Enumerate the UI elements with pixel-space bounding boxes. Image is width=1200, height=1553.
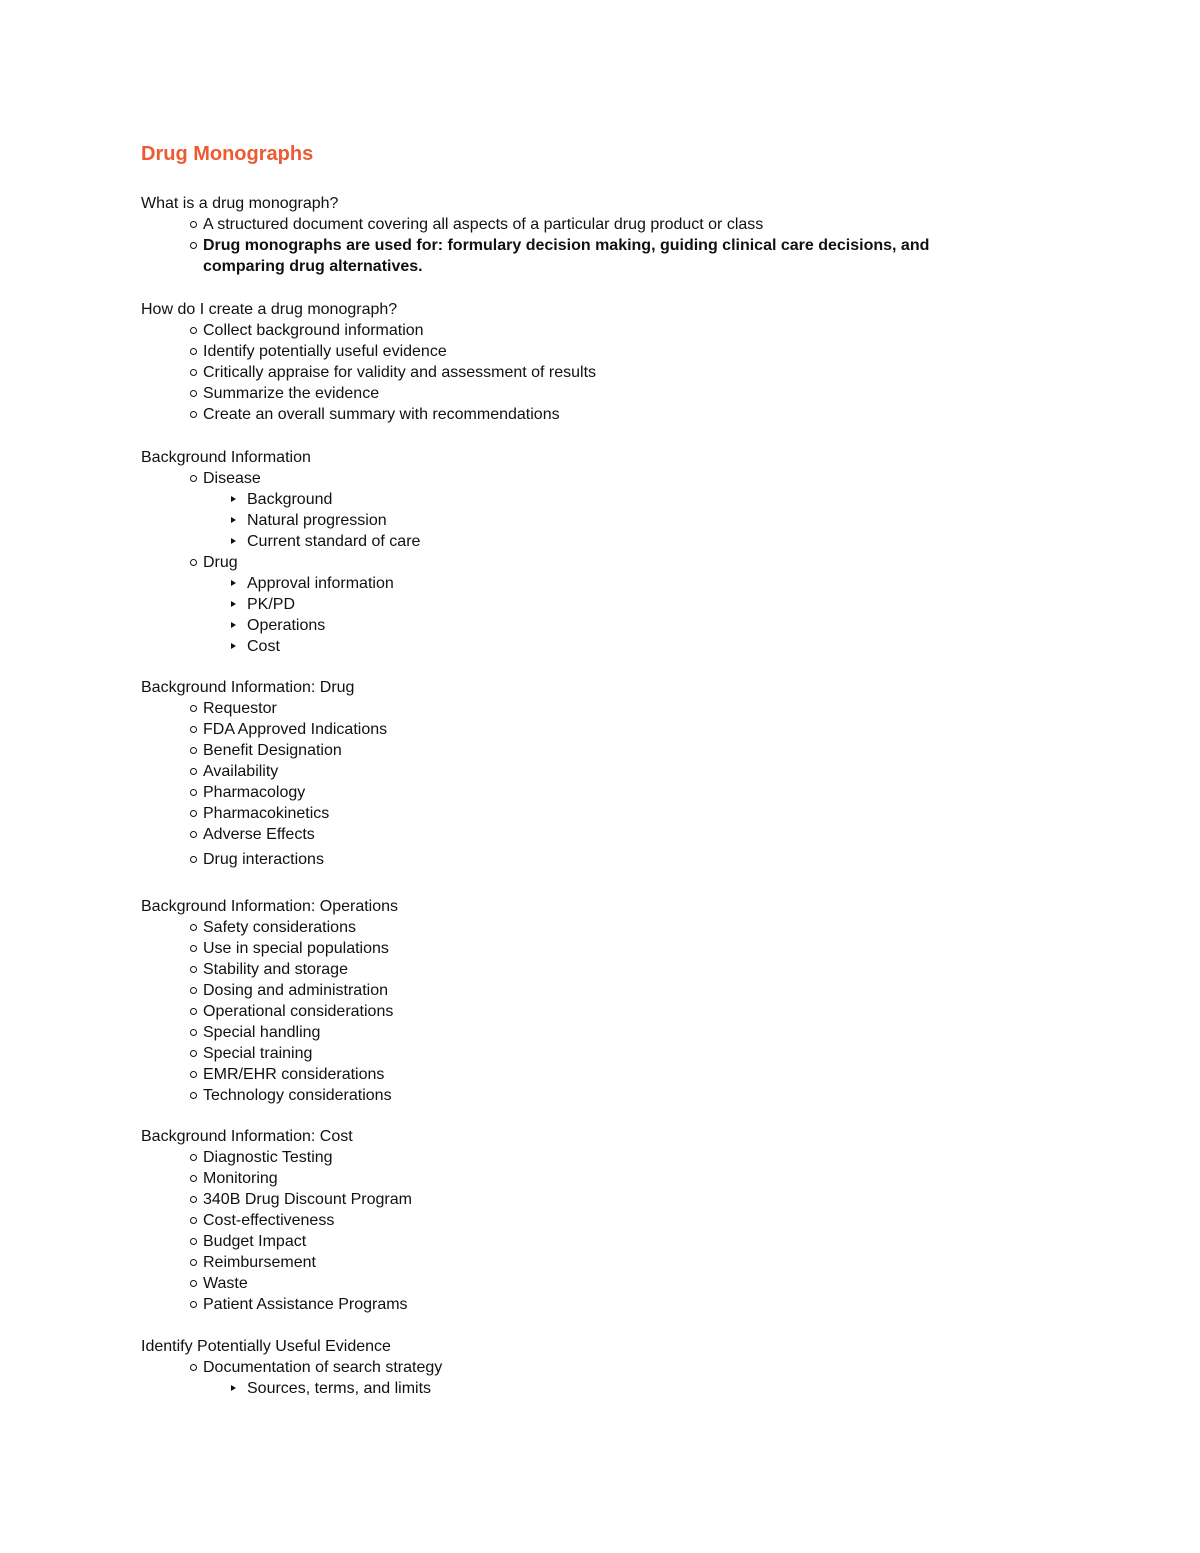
- section-background-drug: [141, 677, 1041, 870]
- list-item: Summarize the evidence: [141, 383, 1041, 404]
- section-identify-evidence: [141, 1336, 1041, 1399]
- triangle-bullet-icon: [231, 643, 236, 649]
- hollow-bullet-icon: [190, 856, 197, 863]
- list-item: Availability: [141, 761, 1041, 782]
- triangle-bullet-icon: [231, 517, 236, 523]
- hollow-bullet-icon: [190, 1196, 197, 1203]
- hollow-bullet-icon: [190, 1280, 197, 1287]
- sub-list-item: Background: [141, 489, 1041, 510]
- hollow-bullet-icon: [190, 390, 197, 397]
- hollow-bullet-icon: [190, 1301, 197, 1308]
- list-item: Drug interactions: [141, 849, 1041, 870]
- list-item: Diagnostic Testing: [141, 1147, 1041, 1168]
- section-what-is: [141, 193, 1041, 277]
- hollow-bullet-icon: [190, 221, 197, 228]
- hollow-bullet-icon: [190, 810, 197, 817]
- hollow-bullet-icon: [190, 747, 197, 754]
- sub-list-item: Natural progression: [141, 510, 1041, 531]
- section-background-operations: [141, 896, 1041, 1106]
- triangle-bullet-icon: [231, 496, 236, 502]
- hollow-bullet-icon: [190, 726, 197, 733]
- hollow-bullet-icon: [190, 1238, 197, 1245]
- hollow-bullet-icon: [190, 1154, 197, 1161]
- triangle-bullet-icon: [231, 538, 236, 544]
- list-item: Requestor: [141, 698, 1041, 719]
- hollow-bullet-icon: [190, 1071, 197, 1078]
- hollow-bullet-icon: [190, 945, 197, 952]
- hollow-bullet-icon: [190, 559, 197, 566]
- list-item: Adverse Effects: [141, 824, 1041, 845]
- list-item: Stability and storage: [141, 959, 1041, 980]
- list-item: Operational considerations: [141, 1001, 1041, 1022]
- hollow-bullet-icon: [190, 475, 197, 482]
- section-background-info: [141, 447, 1041, 657]
- list-item: A structured document covering all aspects of a particular drug product or class: [141, 214, 1041, 235]
- list-item: Pharmacokinetics: [141, 803, 1041, 824]
- list-item: Benefit Designation: [141, 740, 1041, 761]
- list-item: Reimbursement: [141, 1252, 1041, 1273]
- hollow-bullet-icon: [190, 1050, 197, 1057]
- triangle-bullet-icon: [231, 1385, 236, 1391]
- sub-list-item: Operations: [141, 615, 1041, 636]
- section-heading: Background Information: Cost: [141, 1128, 353, 1145]
- hollow-bullet-icon: [190, 411, 197, 418]
- document-title: Drug Monographs: [141, 143, 314, 165]
- list-item: Disease: [141, 468, 1041, 489]
- hollow-bullet-icon: [190, 924, 197, 931]
- sub-list-item: Cost: [141, 636, 1041, 657]
- list-item: Collect background information: [141, 320, 1041, 341]
- sub-list-item: PK/PD: [141, 594, 1041, 615]
- list-item: Special training: [141, 1043, 1041, 1064]
- hollow-bullet-icon: [190, 327, 197, 334]
- hollow-bullet-icon: [190, 789, 197, 796]
- sub-list-item: Sources, terms, and limits: [141, 1378, 1041, 1399]
- list-item: Create an overall summary with recommendations: [141, 404, 1041, 425]
- list-item: Cost-effectiveness: [141, 1210, 1041, 1231]
- section-heading: Background Information: [141, 449, 311, 466]
- section-how-create: [141, 299, 1041, 425]
- hollow-bullet-icon: [190, 1029, 197, 1036]
- list-item: Identify potentially useful evidence: [141, 341, 1041, 362]
- triangle-bullet-icon: [231, 622, 236, 628]
- list-item: Drug: [141, 552, 1041, 573]
- section-background-cost: [141, 1126, 1041, 1315]
- list-item: EMR/EHR considerations: [141, 1064, 1041, 1085]
- hollow-bullet-icon: [190, 242, 197, 249]
- list-item: Documentation of search strategy: [141, 1357, 1041, 1378]
- hollow-bullet-icon: [190, 705, 197, 712]
- hollow-bullet-icon: [190, 1092, 197, 1099]
- list-item: Special handling: [141, 1022, 1041, 1043]
- list-item: Use in special populations: [141, 938, 1041, 959]
- hollow-bullet-icon: [190, 987, 197, 994]
- hollow-bullet-icon: [190, 1217, 197, 1224]
- list-item: 340B Drug Discount Program: [141, 1189, 1041, 1210]
- section-heading: Background Information: Operations: [141, 898, 399, 915]
- list-item: Technology considerations: [141, 1085, 1041, 1106]
- sub-list-item: Approval information: [141, 573, 1041, 594]
- hollow-bullet-icon: [190, 1259, 197, 1266]
- section-heading: Background Information: Drug: [141, 679, 355, 696]
- hollow-bullet-icon: [190, 1175, 197, 1182]
- hollow-bullet-icon: [190, 768, 197, 775]
- triangle-bullet-icon: [231, 601, 236, 607]
- list-item: Dosing and administration: [141, 980, 1041, 1001]
- list-item: FDA Approved Indications: [141, 719, 1041, 740]
- hollow-bullet-icon: [190, 369, 197, 376]
- hollow-bullet-icon: [190, 1364, 197, 1371]
- list-item: Pharmacology: [141, 782, 1041, 803]
- section-heading: How do I create a drug monograph?: [141, 301, 398, 318]
- hollow-bullet-icon: [190, 1008, 197, 1015]
- section-heading: Identify Potentially Useful Evidence: [141, 1338, 391, 1355]
- sub-list-item: Current standard of care: [141, 531, 1041, 552]
- hollow-bullet-icon: [190, 831, 197, 838]
- list-item: Critically appraise for validity and assessment of results: [141, 362, 1041, 383]
- list-item: Drug monographs are used for: formulary decision making, guiding clinical care decisions, and comparing drug alternatives.: [141, 235, 1003, 277]
- list-item: Monitoring: [141, 1168, 1041, 1189]
- list-item: Patient Assistance Programs: [141, 1294, 1041, 1315]
- triangle-bullet-icon: [231, 580, 236, 586]
- section-heading: What is a drug monograph?: [141, 195, 339, 212]
- list-item: Safety considerations: [141, 917, 1041, 938]
- list-item: Waste: [141, 1273, 1041, 1294]
- hollow-bullet-icon: [190, 966, 197, 973]
- list-item: Budget Impact: [141, 1231, 1041, 1252]
- hollow-bullet-icon: [190, 348, 197, 355]
